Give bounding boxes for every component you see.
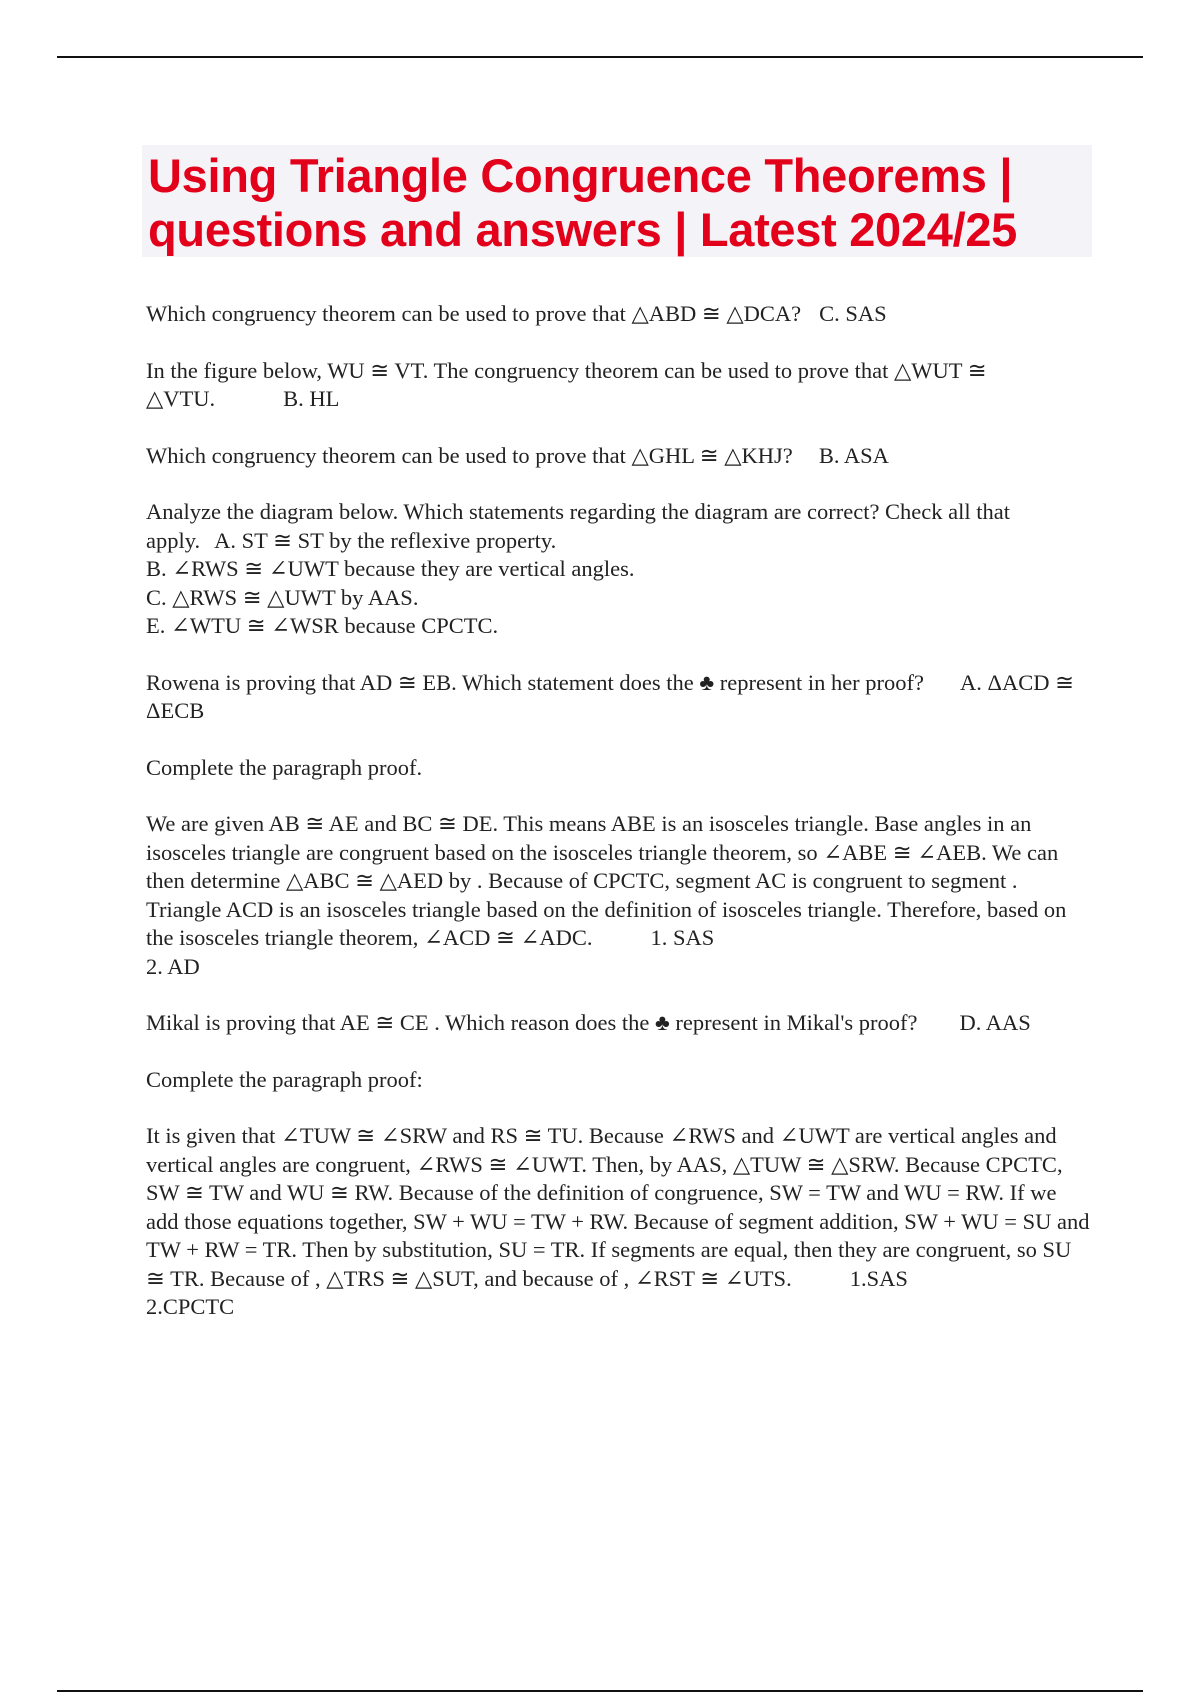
- qa-item: [146, 1009, 1094, 1038]
- question-text: Mikal is proving that AE ≅ CE . Which reason does the ♣ represent in Mikal's proof?: [146, 1010, 918, 1035]
- answer-text: B. HL: [283, 386, 340, 411]
- title-line-1: Using Triangle Congruence Theorems |: [148, 149, 1013, 202]
- answer-extra-line: 2. AD: [146, 953, 200, 979]
- question-text: Complete the paragraph proof:: [146, 1066, 423, 1092]
- question-text: Complete the paragraph proof.: [146, 754, 423, 780]
- question-text: Which congruency theorem can be used to prove that △ABD ≅ △DCA?: [146, 301, 802, 326]
- qa-item: [146, 1066, 1094, 1095]
- qa-list: [146, 300, 1094, 1350]
- qa-item: [146, 669, 1094, 726]
- qa-item: [146, 442, 1094, 471]
- answer-text: 1. SAS: [650, 925, 715, 950]
- qa-item: [146, 810, 1094, 981]
- answer-extra-line: E. ∠WTU ≅ ∠WSR because CPCTC.: [146, 613, 499, 638]
- answer-text: D. AAS: [959, 1010, 1031, 1035]
- answer-extra-line: C. △RWS ≅ △UWT by AAS.: [146, 584, 419, 610]
- qa-item: [146, 1122, 1094, 1322]
- answer-text: B. ASA: [818, 442, 889, 468]
- qa-item: [146, 357, 1094, 414]
- answer-extra-line: B. ∠RWS ≅ ∠UWT because they are vertical angles.: [146, 556, 635, 581]
- qa-item: [146, 754, 1094, 783]
- question-text: We are given AB ≅ AE and BC ≅ DE. This means ABE is an isosceles triangle. Base angles in an isosceles triangle are congruent based on the isosceles triangle theorem, so ∠ABE ≅ ∠AEB. We can then determine △ABC ≅ △AED by . Because of CPCTC, segment AC is congruent to segment . Triangle ACD is an isosceles triangle based on the definition of isosceles triangle. Therefore, based on the isosceles triangle theorem, ∠ACD ≅ ∠ADC.: [146, 811, 1067, 950]
- bottom-rule: [57, 1690, 1143, 1692]
- title-line-2: questions and answers | Latest 2024/25: [148, 203, 1018, 256]
- answer-text: 1.SAS: [849, 1265, 908, 1291]
- answer-text: C. SAS: [819, 301, 887, 326]
- answer-text: A. ΔACD ≅ ΔECB: [146, 669, 1074, 723]
- qa-item: [146, 498, 1094, 641]
- question-text: It is given that ∠TUW ≅ ∠SRW and RS ≅ TU. Because ∠RWS and ∠UWT are vertical angles and vertical angles are congruent, ∠RWS ≅ ∠UWT. Then, by AAS, △TUW ≅ △SRW. Because CPCTC, SW ≅ TW and WU ≅ RW. Because of the definition of congruence, SW = TW and WU = RW. If we add those equations together, SW + WU = TW + RW. Because of segment addition, SW + WU = SU and TW + RW = TR. Then by substitution, SU = TR. If segments are equal, then they are congruent, so SU ≅ TR. Because of , △TRS ≅ △SUT, and because of , ∠RST ≅ ∠UTS.: [146, 1123, 1090, 1291]
- question-text: In the figure below, WU ≅ VT. The congruency theorem can be used to prove that △WUT ≅ △VTU.: [146, 357, 987, 411]
- top-rule: [57, 56, 1143, 58]
- question-text: Rowena is proving that AD ≅ EB. Which statement does the ♣ represent in her proof?: [146, 669, 925, 695]
- answer-text: A. ST ≅ ST by the reflexive property.: [214, 527, 557, 553]
- qa-item: [146, 300, 1094, 329]
- document-title: [148, 149, 1086, 257]
- title-banner: [142, 145, 1092, 257]
- question-text: Analyze the diagram below. Which statements regarding the diagram are correct? Check all that apply.: [146, 499, 1011, 553]
- question-text: Which congruency theorem can be used to prove that △GHL ≅ △KHJ?: [146, 442, 793, 468]
- answer-extra-line: 2.CPCTC: [146, 1294, 235, 1319]
